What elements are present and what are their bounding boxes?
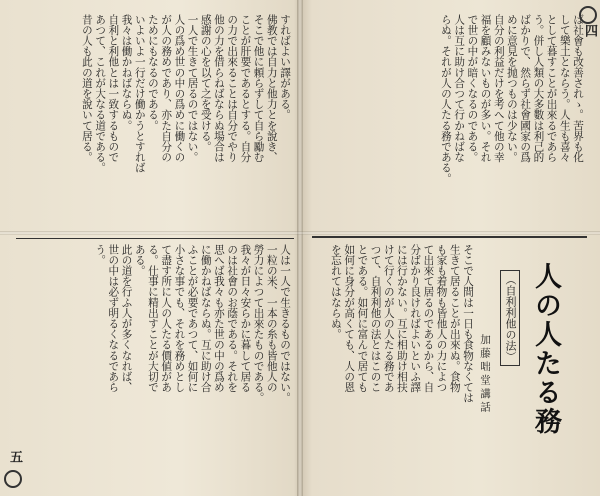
- text-line: ためにもなるのである。: [146, 14, 159, 131]
- text-line: を忘れてはならぬ。: [329, 244, 342, 340]
- text-line: 感謝の心を以て之を受ける。: [199, 14, 212, 152]
- text-line: 自利と利他とは一致するもので: [107, 14, 120, 163]
- text-line: う。: [94, 244, 107, 266]
- text-line: の力で出來ることは自分でやり: [226, 14, 239, 163]
- text-line: つて、自利利他の法とはこのこ: [369, 244, 382, 393]
- text-line: ばかりで、然らず社會國家の爲: [519, 14, 532, 163]
- text-line: そこで人間は一日も食物なくては: [462, 244, 474, 403]
- text-line: る。仕事に精出すことが大切で: [146, 244, 159, 393]
- text-line: らぬ。それが人の人たる務である。: [439, 14, 452, 184]
- horizontal-crease: [0, 231, 600, 235]
- right-page-lower-text: [312, 244, 474, 476]
- text-line: て盡す所に人の人たる價値があ: [160, 244, 173, 393]
- page-number-ring-left: [4, 470, 22, 488]
- text-line: とである。如何に富んで居ても: [356, 244, 369, 393]
- text-line: 一粒の米、一本の糸も皆他人の: [265, 244, 278, 393]
- text-line: て出來て居るのであるから、自: [422, 244, 435, 393]
- text-line: ば社會も改善されゝ。苦界も化: [572, 14, 584, 163]
- text-line: 人の爲め世の中の爲めに働くの: [173, 14, 186, 163]
- text-line: すればよい譯がある。: [279, 14, 291, 120]
- title-rule-top: [312, 236, 587, 238]
- text-line: 一人で生きて居るのではない。: [186, 14, 199, 163]
- text-line: 如何に身分が高くても、人の恩: [343, 244, 356, 393]
- text-line: 他の力を借らねばならぬ場合は: [212, 14, 225, 163]
- center-fold: [297, 0, 303, 496]
- text-line: 我々が日々安らかに暮して居る: [239, 244, 252, 393]
- article-subtitle: （自利利他の法）: [500, 270, 520, 366]
- text-line: として暮すことが出來るであら: [545, 14, 558, 163]
- text-line: う。併し人類の大多數は利己的: [532, 14, 545, 163]
- text-line: ふことが必要であつて、如何に: [186, 244, 199, 393]
- text-line: けて行くのが人の人たる務であ: [382, 244, 395, 393]
- text-line: 昔の人も此の道を說いて居る。: [80, 14, 93, 163]
- right-page-upper-text: [312, 14, 584, 226]
- text-line: 小さな事でも、それを務めとし: [173, 244, 186, 393]
- text-line: 自分の利益だけを考へて他の幸: [492, 14, 505, 163]
- text-line: 人は互に助け合つて行かねばな: [453, 14, 466, 163]
- text-line: 思へば我々も亦た世の中の爲め: [212, 244, 225, 393]
- text-line: いよいよ一行だけ働かうとすれば: [133, 14, 146, 173]
- text-line: して樂土とならう。人生も喜々: [558, 14, 571, 163]
- text-line: めに意見を抛つものは少ない。: [505, 14, 518, 163]
- text-line: には行かない。互に相助け相扶: [395, 244, 408, 393]
- text-line: に働かねばならぬ。互に助け合: [199, 244, 212, 393]
- left-page-upper-text: [16, 14, 291, 226]
- text-line: で世の中が暗くなるのである。: [466, 14, 479, 163]
- text-line: ことが肝要であるとする。自分: [239, 14, 252, 163]
- text-line: ある。: [133, 244, 146, 276]
- left-page-rule: [16, 238, 294, 239]
- text-line: 分ばかり良ければよいといふ譯: [409, 244, 422, 393]
- left-page-lower-text: [16, 244, 291, 476]
- text-line: 勞力によつて出來たものである。: [252, 244, 265, 403]
- text-line: 此の道を行ふ人が多くなれば、: [120, 244, 133, 393]
- text-line: のは社會のお蔭である。それを: [226, 244, 239, 393]
- page-number-right: 四: [582, 24, 597, 37]
- text-line: 人は一人で生きるものではない。: [279, 244, 291, 403]
- text-line: 佛教では自力と他力とを說き、: [265, 14, 278, 163]
- article-author: 加藤咄堂講話: [479, 334, 491, 415]
- text-line: そこで他に頼らずして自ら勵む: [252, 14, 265, 163]
- text-line: 世の中は必ず明るくなるであら: [107, 244, 120, 393]
- text-line: 生きて居ることが出來ぬ。食物: [448, 244, 461, 393]
- page-number-left: 五: [7, 450, 22, 463]
- text-line: も家も着物も皆他人の力によつ: [435, 244, 448, 393]
- article-title: 人の人たる務: [530, 262, 561, 436]
- text-line: 福を顧みないものが多い。それ: [479, 14, 492, 163]
- page-number-ring-right: [579, 6, 597, 24]
- text-line: あつて、これが大なる道である。: [94, 14, 107, 173]
- text-line: 我々は働かねばならぬ。: [120, 14, 133, 131]
- text-line: が人の務めであり、亦た自分の: [160, 14, 173, 163]
